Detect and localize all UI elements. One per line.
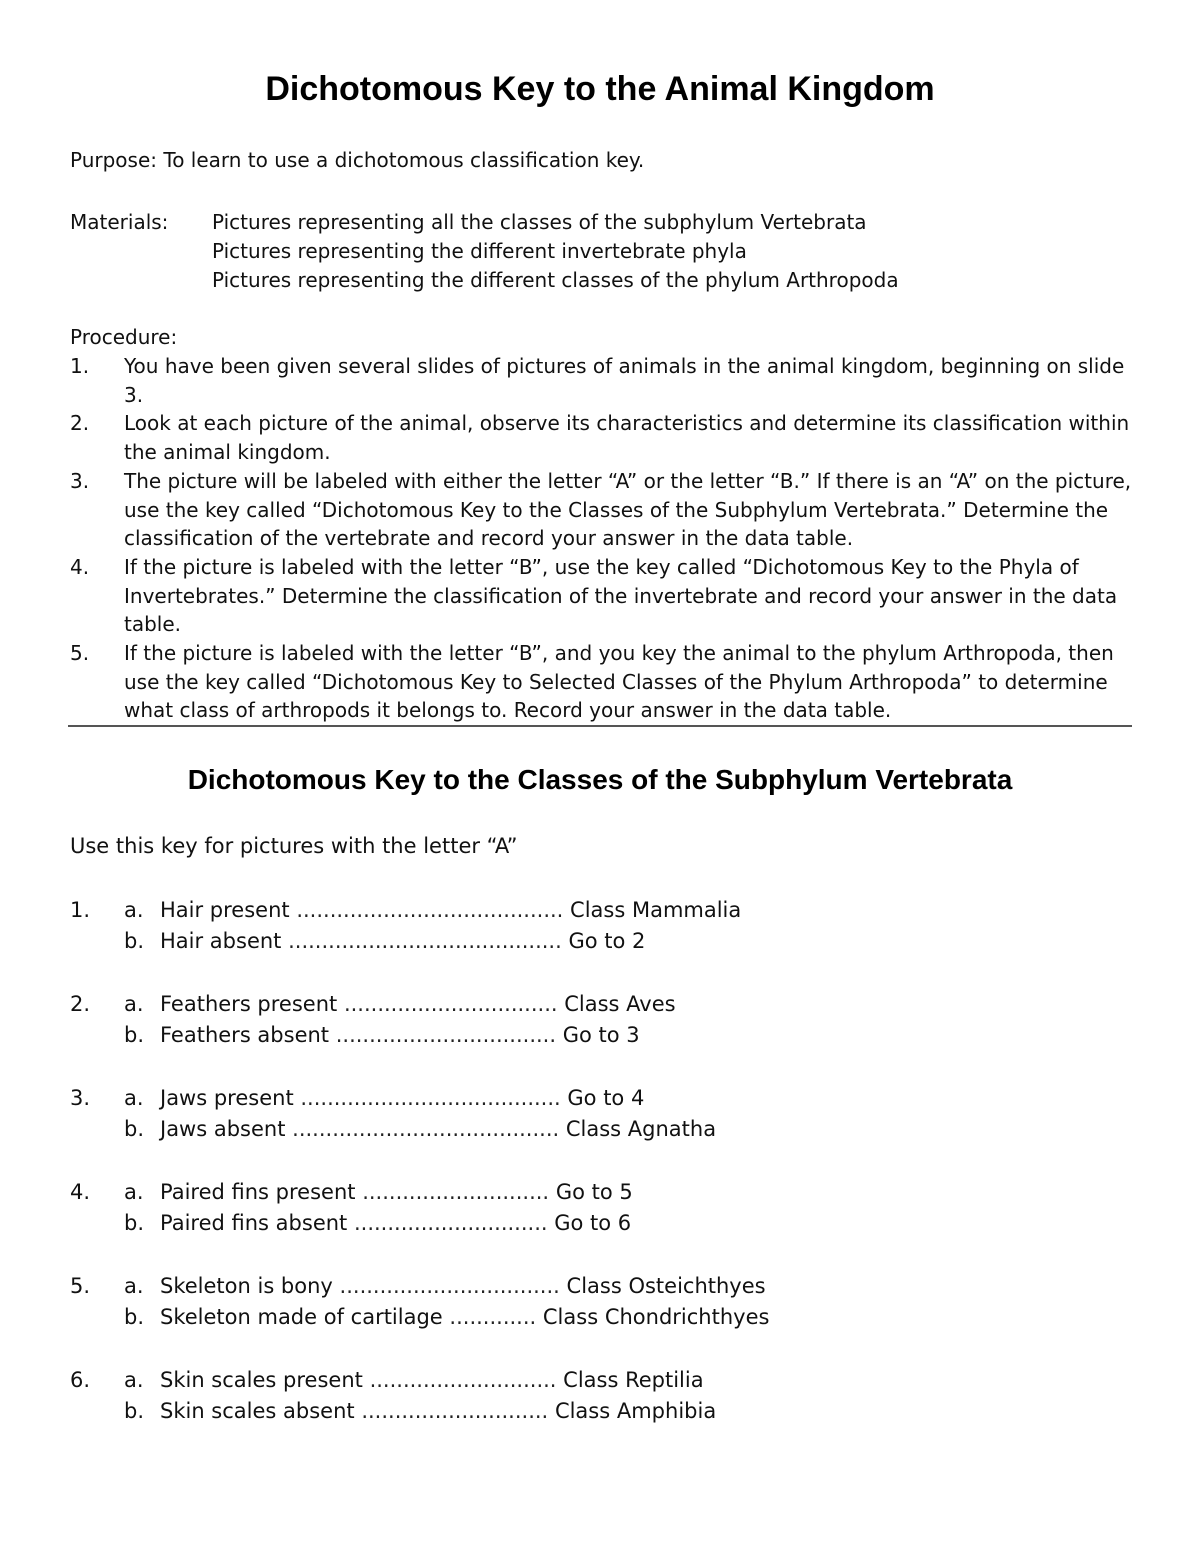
lead-trait: Hair present bbox=[160, 898, 290, 922]
step-text: The picture will be labeled with either the letter “A” or the letter “B.” If there is an “A” on the picture, use the key called “Dichotomous Key to the Classes of the Subphylum Vertebrata.” Determine the classification of the vertebrate and record your answer in the data table. bbox=[124, 468, 1132, 551]
key-lead bbox=[124, 1114, 716, 1145]
lead-result: Go to 5 bbox=[555, 1180, 633, 1204]
lead-trait: Feathers present bbox=[160, 992, 338, 1016]
procedure-step bbox=[70, 553, 1140, 639]
couplet-number: 6. bbox=[70, 1368, 91, 1392]
lead-trait: Skin scales present bbox=[160, 1368, 363, 1392]
leader-dots: ......................................... bbox=[288, 929, 562, 953]
key-lead bbox=[124, 1396, 716, 1427]
key-lead bbox=[124, 989, 676, 1020]
lead-letter: b. bbox=[124, 1117, 145, 1141]
procedure-step bbox=[70, 352, 1140, 409]
lead-letter: a. bbox=[124, 992, 144, 1016]
lead-letter: b. bbox=[124, 929, 145, 953]
lead-trait: Paired fins present bbox=[160, 1180, 356, 1204]
lead-trait: Jaws absent bbox=[160, 1117, 286, 1141]
step-text: If the picture is labeled with the letter “B”, use the key called “Dichotomous Key to the Phyla of Invertebrates.” Determine the classification of the invertebrate and record your answer in the data table. bbox=[124, 554, 1118, 637]
lead-letter: a. bbox=[124, 1086, 144, 1110]
lead-trait: Skeleton is bony bbox=[160, 1274, 333, 1298]
leader-dots: ....................................... bbox=[300, 1086, 561, 1110]
key-lead bbox=[124, 895, 741, 926]
materials-label: Materials: bbox=[70, 210, 169, 234]
key-lead bbox=[124, 926, 645, 957]
lead-result: Class Amphibia bbox=[554, 1399, 717, 1423]
leader-dots: ................................. bbox=[339, 1274, 560, 1298]
section-divider bbox=[68, 725, 1132, 727]
lead-result: Go to 2 bbox=[568, 929, 646, 953]
leader-dots: ........................................ bbox=[296, 898, 564, 922]
leader-dots: ................................ bbox=[343, 992, 558, 1016]
key-couplet bbox=[70, 1365, 1070, 1459]
lead-result: Go to 3 bbox=[562, 1023, 640, 1047]
lead-trait: Jaws present bbox=[160, 1086, 294, 1110]
key-couplet bbox=[70, 895, 1070, 989]
procedure-step bbox=[70, 467, 1140, 553]
step-number: 1. bbox=[70, 354, 90, 378]
lead-result: Class Agnatha bbox=[565, 1117, 717, 1141]
dichotomous-key bbox=[70, 895, 1070, 1459]
lead-letter: a. bbox=[124, 1180, 144, 1204]
key-lead bbox=[124, 1020, 640, 1051]
lead-letter: b. bbox=[124, 1023, 145, 1047]
lead-letter: a. bbox=[124, 1274, 144, 1298]
page-title: Dichotomous Key to the Animal Kingdom bbox=[265, 70, 935, 108]
procedure-step bbox=[70, 409, 1140, 466]
lead-trait: Hair absent bbox=[160, 929, 282, 953]
lead-result: Class Chondrichthyes bbox=[542, 1305, 770, 1329]
materials-list bbox=[212, 208, 1012, 295]
materials-item: Pictures representing all the classes of the subphylum Vertebrata bbox=[212, 210, 867, 234]
lead-result: Go to 6 bbox=[554, 1211, 632, 1235]
leader-dots: ............. bbox=[449, 1305, 537, 1329]
purpose-section bbox=[70, 148, 644, 172]
lead-letter: b. bbox=[124, 1305, 145, 1329]
couplet-number: 5. bbox=[70, 1274, 91, 1298]
procedure-label: Procedure: bbox=[70, 325, 178, 349]
key-couplet bbox=[70, 989, 1070, 1083]
leader-dots: ................................. bbox=[335, 1023, 557, 1047]
leader-dots: ........................................ bbox=[292, 1117, 560, 1141]
leader-dots: ............................ bbox=[369, 1368, 557, 1392]
lead-result: Class Osteichthyes bbox=[566, 1274, 766, 1298]
materials-item: Pictures representing the different invertebrate phyla bbox=[212, 239, 747, 263]
lead-letter: b. bbox=[124, 1399, 145, 1423]
procedure-section bbox=[70, 323, 1140, 725]
procedure-step bbox=[70, 639, 1140, 725]
key-lead bbox=[124, 1271, 766, 1302]
key-couplet bbox=[70, 1083, 1070, 1177]
couplet-number: 2. bbox=[70, 992, 91, 1016]
leader-dots: ............................ bbox=[361, 1399, 549, 1423]
couplet-number: 4. bbox=[70, 1180, 91, 1204]
key-lead bbox=[124, 1208, 631, 1239]
step-number: 2. bbox=[70, 411, 90, 436]
leader-dots: ............................ bbox=[362, 1180, 550, 1204]
step-number: 5. bbox=[70, 641, 90, 666]
key-couplet bbox=[70, 1177, 1070, 1271]
lead-trait: Skeleton made of cartilage bbox=[160, 1305, 443, 1329]
key-lead bbox=[124, 1083, 644, 1114]
lead-trait: Skin scales absent bbox=[160, 1399, 355, 1423]
key-couplet bbox=[70, 1271, 1070, 1365]
lead-trait: Paired fins absent bbox=[160, 1211, 348, 1235]
key-lead bbox=[124, 1365, 704, 1396]
step-text: You have been given several slides of pictures of animals in the animal kingdom, beginning on slide 3. bbox=[124, 354, 1125, 407]
step-text: If the picture is labeled with the letter “B”, and you key the animal to the phylum Arthropoda, then use the key called “Dichotomous Key to Selected Classes of the Phylum Arthropoda” to determine what class of arthropods it belongs to. Record your answer in the data table. bbox=[124, 641, 1114, 723]
lead-letter: b. bbox=[124, 1211, 145, 1235]
lead-result: Class Reptilia bbox=[563, 1368, 704, 1392]
step-text: Look at each picture of the animal, observe its characteristics and determine its classification within the animal kingdom. bbox=[124, 411, 1130, 465]
purpose-label: Purpose: bbox=[70, 148, 158, 172]
step-number: 3. bbox=[70, 468, 90, 493]
key-title: Dichotomous Key to the Classes of the Subphylum Vertebrata bbox=[187, 764, 1013, 795]
purpose-text: To learn to use a dichotomous classification key. bbox=[163, 148, 645, 172]
couplet-number: 3. bbox=[70, 1086, 91, 1110]
lead-result: Go to 4 bbox=[567, 1086, 645, 1110]
lead-letter: a. bbox=[124, 1368, 144, 1392]
lead-letter: a. bbox=[124, 898, 144, 922]
lead-result: Class Aves bbox=[564, 992, 676, 1016]
key-lead bbox=[124, 1177, 633, 1208]
key-lead bbox=[124, 1302, 769, 1333]
lead-result: Class Mammalia bbox=[570, 898, 742, 922]
lead-trait: Feathers absent bbox=[160, 1023, 330, 1047]
materials-item: Pictures representing the different classes of the phylum Arthropoda bbox=[212, 268, 899, 292]
key-use-note: Use this key for pictures with the letter “A” bbox=[70, 834, 518, 858]
couplet-number: 1. bbox=[70, 898, 91, 922]
leader-dots: ............................. bbox=[353, 1211, 548, 1235]
step-number: 4. bbox=[70, 554, 90, 579]
